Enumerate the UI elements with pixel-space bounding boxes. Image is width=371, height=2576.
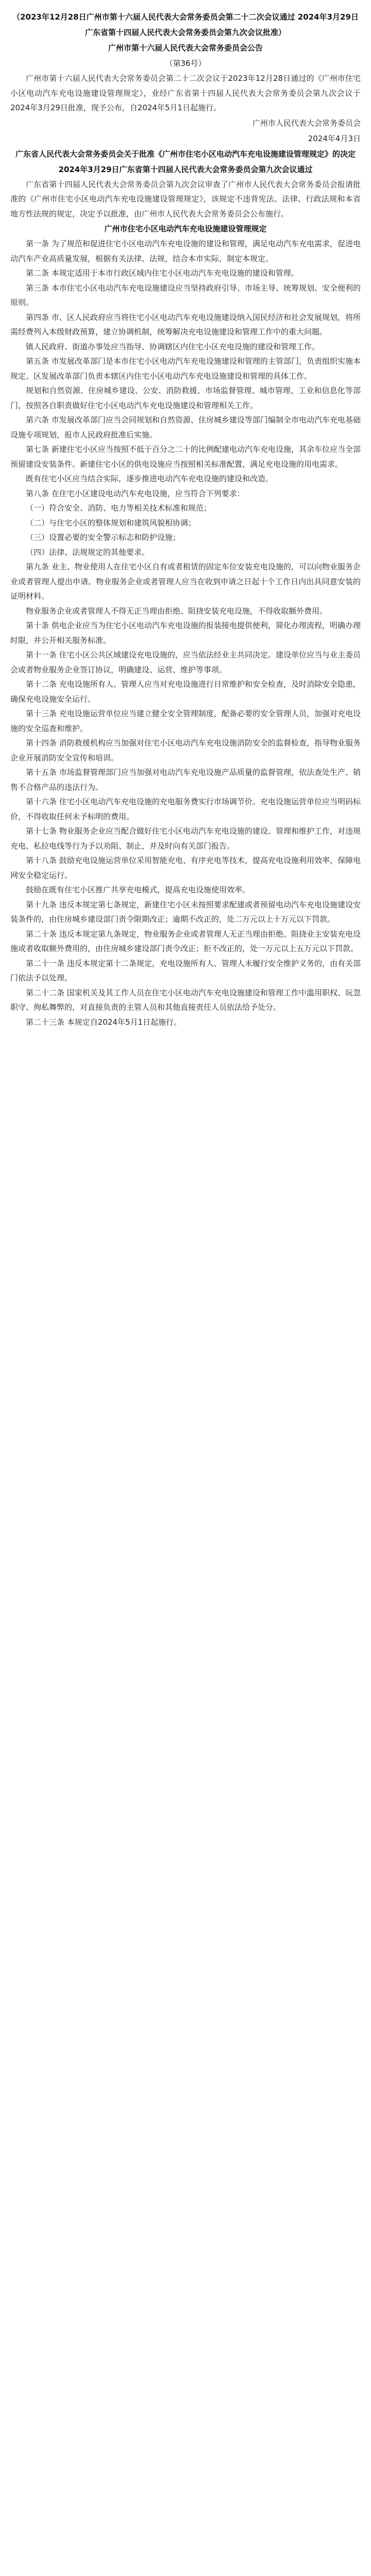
regulation-paragraph: 第十六条 住宅小区电动汽车充电设施的充电服务费实行市场调节价。充电设施运营单位应当明码标价，不得收取任何未予标明的费用。 [10, 797, 361, 821]
regulation-paragraph: 第一条 为了规范和促进住宅小区电动汽车充电设施的建设和管理，满足电动汽车充电需求，促进电动汽车产业高质量发展，根据有关法律、法规，结合本市实际，制定本规定。 [10, 239, 361, 263]
regulation-paragraph: 第二条 本规定适用于本市行政区域内住宅小区电动汽车充电设施的建设和管理。 [26, 268, 299, 278]
regulation-paragraph: 第七条 新建住宅小区应当按照不低于百分之二十的比例配建电动汽车充电设施，其余车位应当全部预留建设安装条件。新建住宅小区的供电设施应当按照相关标准配置，满足充电设施的用电需求。 [10, 445, 361, 469]
regulation-paragraph: 第十二条 充电设施所有人、管理人应当对充电设施进行日常维护和安全检查，及时消除安全隐患，确保充电设施安全运行。 [10, 680, 361, 704]
regulation-paragraph: 规划和自然资源、住房城乡建设、公安、消防救援、市场监督管理、城市管理、工业和信息化等部门，按照各自职责做好住宅小区电动汽车充电设施建设和管理相关工作。 [10, 386, 361, 410]
adoption-note: （2023年12月28日广州市第十六届人民代表大会常务委员会第二十二次会议通过 2024年3月29日广东省第十四届人民代表大会常务委员会第九次会议批准） [12, 12, 359, 37]
regulation-paragraph: （三）设置必要的安全警示标志和防护设施； [26, 533, 181, 542]
announcement-number: （第36号） [165, 59, 206, 68]
regulation-paragraph: 第十七条 物业服务企业应当配合做好住宅小区电动汽车充电设施的建设、管理和维护工作，对违规充电、私拉电线等行为予以劝阻、制止，并及时向有关部门报告。 [10, 826, 361, 851]
regulation-paragraph: 第二十二条 国家机关及其工作人员在住宅小区电动汽车充电设施建设和管理工作中滥用职权、玩忽职守、徇私舞弊的，对直接负责的主管人员和其他直接责任人员依法给予处分。 [10, 988, 361, 1012]
regulation-paragraph: 物业服务企业或者管理人不得无正当理由拒绝、阻挠安装充电设施，不得收取额外费用。 [26, 606, 328, 616]
regulation-paragraph: 第十四条 消防救援机构应当加强对住宅小区电动汽车充电设施消防安全的监督检查，指导物业服务企业开展消防安全宣传和培训。 [10, 738, 361, 762]
regulation-paragraph: （四）法律、法规规定的其他要求。 [26, 547, 150, 557]
regulation-paragraph: 第三条 本市住宅小区电动汽车充电设施建设应当坚持政府引导、市场主导、统筹规划、安全便利的原则。 [10, 283, 361, 307]
regulation-paragraph: 镇人民政府、街道办事处应当指导、协调辖区内住宅小区充电设施的建设和管理工作。 [26, 342, 320, 351]
regulation-paragraph: 第十一条 住宅小区公共区域建设充电设施的，应当依法经业主共同决定。建设单位应当与业主委员会或者物业服务企业签订协议，明确建设、运营、维护等事项。 [10, 650, 361, 674]
regulation-paragraph: 第二十三条 本规定自2024年5月1日起施行。 [26, 1017, 182, 1027]
regulation-paragraph: 第十九条 违反本规定第七条规定，新建住宅小区未按照要求配建或者预留电动汽车充电设施建设安装条件的，由住房城乡建设部门责令限期改正；逾期不改正的，处二万元以上十万元以下罚款。 [10, 900, 361, 924]
announcement-body: 广州市第十六届人民代表大会常务委员会第二十二次会议于2023年12月28日通过的《广州市住宅小区电动汽车充电设施建设管理规定》，业经广东省第十四届人民代表大会常务委员会第九次会议于2024年3月29日批准，现予公布，自2024年5月1日起施行。 [10, 74, 361, 112]
regulation-paragraph: 第十三条 充电设施运营单位应当建立健全安全管理制度，配备必要的安全管理人员，加强对充电设施的安全巡查和维护。 [10, 709, 361, 733]
regulation-paragraph: 第二十条 违反本规定第九条规定，物业服务企业或者管理人无正当理由拒绝、阻挠业主安装充电设施或者收取额外费用的，由住房城乡建设部门责令改正；拒不改正的，处一万元以上五万元以下罚款。 [10, 929, 361, 953]
decision-adopted: 2024年3月29日广东省第十四届人民代表大会常务委员会第九次会议通过 [58, 164, 313, 174]
regulation-paragraph: 第二十一条 违反本规定第十二条规定，充电设施所有人、管理人未履行安全维护义务的，由有关部门依法予以处理。 [10, 958, 361, 982]
regulation-paragraph: 第四条 市、区人民政府应当将住宅小区电动汽车充电设施建设纳入国民经济和社会发展规划，将所需经费列入本级财政预算，建立协调机制，统筹解决充电设施建设和管理工作中的重大问题。 [10, 312, 361, 336]
announcement-date: 2024年4月3日 [308, 133, 361, 143]
announcement-issuer: 广州市人民代表大会常务委员会 [252, 118, 361, 128]
regulation-title: 广州市住宅小区电动汽车充电设施建设管理规定 [104, 224, 267, 233]
regulation-paragraph: 第九条 业主、物业使用人在住宅小区自有或者租赁的固定车位安装充电设施的，可以向物业服务企业或者管理人提出申请。物业服务企业或者管理人应当在收到申请之日起十个工作日内出具同意安装的证明材料。 [10, 562, 361, 601]
decision-body: 广东省第十四届人民代表大会常务委员会第九次会议审查了广州市人民代表大会常务委员会报请批准的《广州市住宅小区电动汽车充电设施建设管理规定》，该规定不违背宪法、法律、行政法规和本省地方性法规的规定，决定予以批准，由广州市人民代表大会常务委员会公布施行。 [10, 179, 361, 218]
regulation-paragraph: 既有住宅小区应当结合实际，逐步推进电动汽车充电设施的建设和改造。 [26, 474, 274, 483]
regulation-paragraph: 第五条 市发展改革部门是本市住宅小区电动汽车充电设施建设和管理的主管部门，负责组织实施本规定。区发展改革部门负责本辖区内住宅小区电动汽车充电设施建设和管理的具体工作。 [10, 357, 361, 381]
announcement-title: 广州市第十六届人民代表大会常务委员会公告 [108, 43, 263, 53]
regulation-body [10, 236, 361, 1029]
regulation-paragraph: （二）与住宅小区的整体规划和建筑风貌相协调； [26, 518, 196, 528]
regulation-paragraph: 第十八条 鼓励充电设施运营单位采用智能充电、有序充电等技术，提高充电设施利用效率，保障电网安全稳定运行。 [10, 856, 361, 880]
regulation-paragraph: （一）符合安全、消防、电力等相关技术标准和规范； [26, 503, 212, 513]
article [0, 0, 371, 1029]
regulation-paragraph: 第十条 供电企业应当为住宅小区电动汽车充电设施的报装接电提供便利，简化办理流程，明确办理时限，并公开相关服务标准。 [10, 621, 361, 645]
regulation-paragraph: 第十五条 市场监督管理部门应当加强对电动汽车充电设施产品质量的监督管理，依法查处生产、销售不合格产品的违法行为。 [10, 768, 361, 792]
regulation-paragraph: 第八条 在住宅小区建设电动汽车充电设施，应当符合下列要求： [26, 488, 245, 498]
regulation-paragraph: 第六条 市发展改革部门应当会同规划和自然资源、住房城乡建设等部门编制全市电动汽车充电基础设施专项规划，报市人民政府批准后实施。 [10, 415, 361, 439]
regulation-paragraph: 鼓励在既有住宅小区推广共享充电模式，提高充电设施使用效率。 [26, 885, 250, 894]
title-block [10, 9, 361, 56]
decision-title: 广东省人民代表大会常务委员会关于批准《广州市住宅小区电动汽车充电设施建设管理规定》的决定 [15, 149, 356, 159]
